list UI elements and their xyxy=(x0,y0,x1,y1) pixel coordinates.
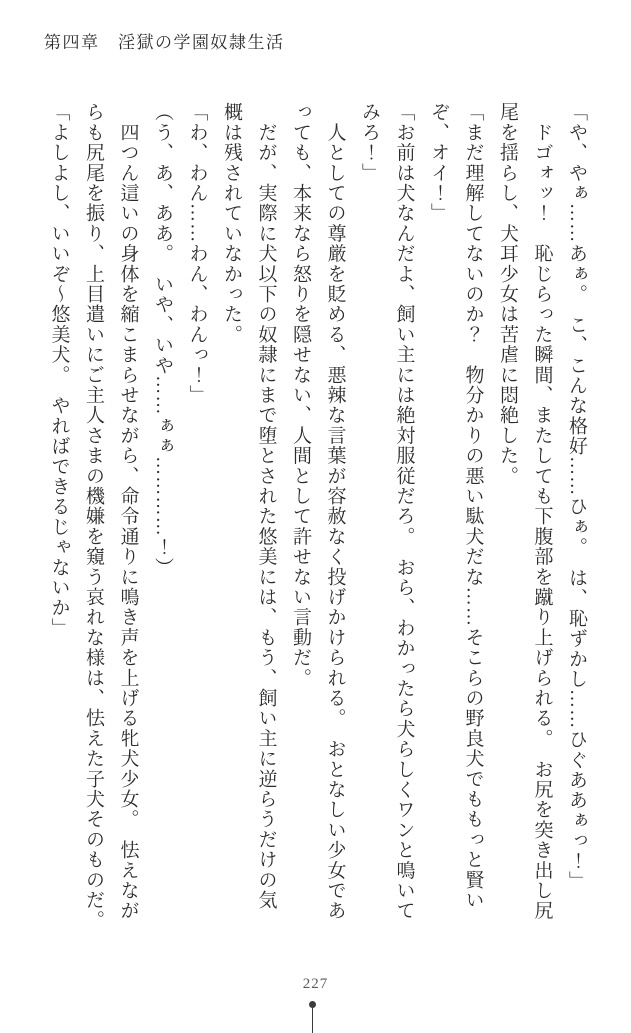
text-column: 「まだ理解してないのか？ 物分かりの悪い駄犬だな……そこらの野良犬でももっと賢い xyxy=(462,102,484,910)
text-column: 「や、やぁ……あぁ。 こ、こんな格好……ひぁ。 は、恥ずかし……ひぐああぁっ！」 xyxy=(566,102,587,891)
page-footer xyxy=(0,975,631,993)
text-column: ぞ、オイ！」 xyxy=(428,102,449,224)
text-column: みろ！」 xyxy=(359,102,380,183)
text-column: 四つん這いの身体を縮こまらせながら、命令通りに鳴き声を上げる牝犬少女。 怯えなが xyxy=(117,102,139,921)
text-column: 尾を揺らし、犬耳少女は苦虐に悶絶した。 xyxy=(497,102,518,486)
text-column: 概は残されていなかった。 xyxy=(221,102,242,345)
text-column: ドゴォッ！ 恥じらった瞬間、またしても下腹部を蹴り上げられる。 お尻を突き出し尻 xyxy=(531,102,553,921)
text-column: 人としての尊厳を貶める、悪辣な言葉が容赦なく投げかけられる。 おとなしい少女であ xyxy=(324,102,346,921)
text-column: っても、本来なら怒りを隠せない、人間として許せない言動だ。 xyxy=(290,102,311,688)
chapter-header: 第四章 淫獄の学園奴隷生活 xyxy=(44,33,285,52)
text-column: 「お前は犬なんだよ、飼い主には絶対服従だろ。 おら、わかったら犬らしくワンと鳴いて xyxy=(393,102,415,921)
body-text xyxy=(41,102,593,947)
text-column: らも尻尾を振り、上目遣いにご主人さまの機嫌を窺う哀れな様は、怯えた子犬そのものだ。 xyxy=(83,102,104,931)
text-column: （う、あ、ああ。 いや、いや……ぁぁ…………！） xyxy=(152,102,173,578)
text-column: 「わ、わん……わん、わんっ！」 xyxy=(186,102,208,405)
text-column: 「よしよし、いいぞ～悠美犬。 やればできるじゃないか」 xyxy=(48,102,70,638)
text-column: だが、実際に犬以下の奴隷にまで堕とされた悠美には、もう、飼い主に逆らうだけの気 xyxy=(255,102,277,910)
page-number: 227 xyxy=(302,976,329,992)
footer-line-marker xyxy=(312,1007,314,1033)
